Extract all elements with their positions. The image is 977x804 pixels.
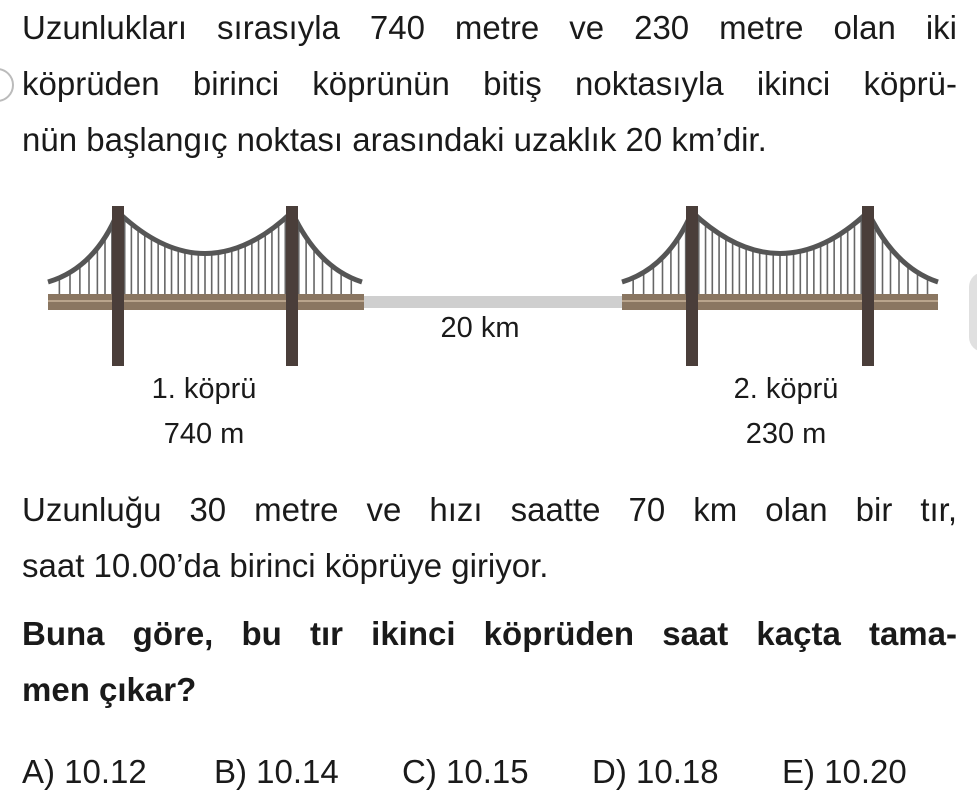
- option-a[interactable]: [22, 744, 147, 800]
- option-b-value: 10.14: [256, 753, 339, 790]
- page-edge-mark: [0, 68, 14, 102]
- option-d-value: 10.18: [636, 753, 719, 790]
- bridge-1-side-cable-left: [48, 212, 118, 282]
- bridge-2: [622, 206, 938, 366]
- option-e-value: 10.20: [824, 753, 907, 790]
- bridge-2-length: 230 m: [745, 418, 827, 450]
- question-text: [22, 606, 957, 718]
- gap-road: [362, 296, 624, 308]
- bridge-1-length: 740 m: [163, 418, 245, 450]
- bridge-2-side-cable-right: [868, 212, 938, 282]
- option-a-value: 10.12: [64, 753, 147, 790]
- answer-options: [22, 744, 957, 800]
- bridge-2-name: 2. köprü: [733, 373, 839, 405]
- bridge-1-name: 1. köprü: [151, 373, 257, 405]
- option-c-value: 10.15: [446, 753, 529, 790]
- option-d[interactable]: [592, 744, 719, 800]
- bridge-1-side-cable-right: [292, 212, 362, 282]
- option-c[interactable]: [402, 744, 529, 800]
- intro-line-1: Uzunlukları sırasıyla 740 metre ve 230 metre olan iki: [22, 9, 957, 46]
- question-line-2: men çıkar?: [22, 671, 197, 708]
- bridge-1-tower-right: [286, 206, 298, 366]
- truck-paragraph: [22, 482, 957, 594]
- question-line-1: Buna göre, bu tır ikinci köprüden saat kaçta tama-: [22, 615, 957, 652]
- bridge-2-tower-right: [862, 206, 874, 366]
- bridge-1: [48, 206, 364, 366]
- option-b-letter: B): [214, 753, 247, 790]
- bridge-2-tower-left: [686, 206, 698, 366]
- intro-line-3: nün başlangıç noktası arasındaki uzaklık 20 km’dir.: [22, 121, 767, 158]
- option-d-letter: D): [592, 753, 627, 790]
- option-e[interactable]: [782, 744, 907, 800]
- truck-line-2: saat 10.00’da birinci köprüye giriyor.: [22, 547, 549, 584]
- option-e-letter: E): [782, 753, 815, 790]
- intro-paragraph: [22, 0, 957, 168]
- bridge-2-side-cable-left: [622, 212, 692, 282]
- option-a-letter: A): [22, 753, 55, 790]
- gap-distance-label: 20 km: [440, 312, 520, 344]
- intro-line-2: köprüden birinci köprünün bitiş noktasıyla ikinci köprü-: [22, 65, 957, 102]
- option-b[interactable]: [214, 744, 339, 800]
- option-c-letter: C): [402, 753, 437, 790]
- truck-line-1: Uzunluğu 30 metre ve hızı saatte 70 km olan bir tır,: [22, 491, 957, 528]
- bridge-1-tower-left: [112, 206, 124, 366]
